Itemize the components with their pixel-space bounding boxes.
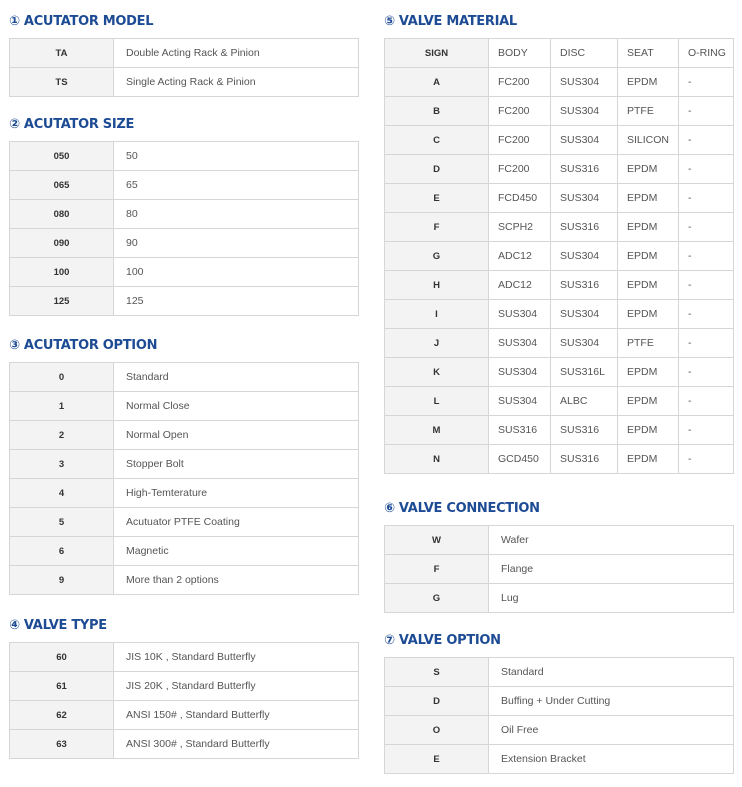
row-seat: EPDM [618, 213, 679, 242]
row-disc: SUS304 [551, 68, 618, 97]
header-sign: SIGN [385, 39, 489, 68]
row-sign: J [385, 329, 489, 358]
row-code: 6 [10, 537, 114, 566]
table-row [10, 68, 359, 97]
table-row [10, 258, 359, 287]
header-o-ring: O-RING [679, 39, 734, 68]
row-seat: EPDM [618, 387, 679, 416]
row-description: JIS 10K , Standard Butterfly [114, 643, 359, 672]
table-row [385, 213, 734, 242]
row-sign: L [385, 387, 489, 416]
row-description: 50 [114, 142, 359, 171]
table-row [10, 421, 359, 450]
valve-connection-section [384, 496, 734, 613]
row-disc: SUS304 [551, 184, 618, 213]
actuator-size-section [9, 112, 359, 316]
header-disc: DISC [551, 39, 618, 68]
row-description: Stopper Bolt [114, 450, 359, 479]
row-code: F [385, 555, 489, 584]
row-o-ring: - [679, 184, 734, 213]
section-title: ④ VALVE TYPE [9, 617, 107, 633]
row-description: More than 2 options [114, 566, 359, 595]
table-row [10, 363, 359, 392]
row-o-ring: - [679, 155, 734, 184]
table-row [385, 155, 734, 184]
row-disc: SUS304 [551, 97, 618, 126]
row-seat: EPDM [618, 300, 679, 329]
row-o-ring: - [679, 445, 734, 474]
row-description: 90 [114, 229, 359, 258]
table-row [385, 387, 734, 416]
table-row [385, 416, 734, 445]
row-description: Flange [489, 555, 734, 584]
row-code: 080 [10, 200, 114, 229]
valve-connection-table [384, 525, 734, 613]
table-row [385, 745, 734, 774]
row-code: 9 [10, 566, 114, 595]
row-o-ring: - [679, 213, 734, 242]
table-row [10, 287, 359, 316]
table-row [10, 566, 359, 595]
row-code: 4 [10, 479, 114, 508]
table-row [10, 479, 359, 508]
row-sign: I [385, 300, 489, 329]
table-row [385, 555, 734, 584]
row-o-ring: - [679, 416, 734, 445]
table-row [10, 171, 359, 200]
table-row [10, 701, 359, 730]
row-description: Magnetic [114, 537, 359, 566]
row-disc: SUS316 [551, 155, 618, 184]
row-seat: EPDM [618, 445, 679, 474]
row-description: Oil Free [489, 716, 734, 745]
table-row [10, 142, 359, 171]
section-title: ⑦ VALVE OPTION [384, 632, 501, 648]
table-row [385, 68, 734, 97]
valve-option-table [384, 657, 734, 774]
row-description: 65 [114, 171, 359, 200]
row-body: SUS304 [489, 387, 551, 416]
row-seat: EPDM [618, 155, 679, 184]
table-row [10, 537, 359, 566]
row-code: W [385, 526, 489, 555]
valve-material-table [384, 38, 734, 474]
table-row [385, 658, 734, 687]
table-row [10, 508, 359, 537]
row-disc: SUS316 [551, 445, 618, 474]
row-code: 065 [10, 171, 114, 200]
row-code: G [385, 584, 489, 613]
row-sign: N [385, 445, 489, 474]
table-row [10, 200, 359, 229]
row-description: Normal Close [114, 392, 359, 421]
table-row [385, 97, 734, 126]
row-description: Buffing + Under Cutting [489, 687, 734, 716]
row-seat: EPDM [618, 242, 679, 271]
row-body: SUS316 [489, 416, 551, 445]
row-code: 090 [10, 229, 114, 258]
row-seat: EPDM [618, 416, 679, 445]
header-seat: SEAT [618, 39, 679, 68]
table-row [385, 329, 734, 358]
table-row [385, 716, 734, 745]
header-body: BODY [489, 39, 551, 68]
row-o-ring: - [679, 358, 734, 387]
row-code: 5 [10, 508, 114, 537]
row-description: Normal Open [114, 421, 359, 450]
row-body: ADC12 [489, 271, 551, 300]
valve-type-table [9, 642, 359, 759]
row-code: TS [10, 68, 114, 97]
row-description: Standard [489, 658, 734, 687]
row-body: SUS304 [489, 300, 551, 329]
row-disc: SUS304 [551, 126, 618, 155]
row-code: 60 [10, 643, 114, 672]
row-code: TA [10, 39, 114, 68]
row-o-ring: - [679, 68, 734, 97]
row-seat: EPDM [618, 68, 679, 97]
row-seat: PTFE [618, 97, 679, 126]
row-sign: B [385, 97, 489, 126]
table-row [385, 242, 734, 271]
row-code: E [385, 745, 489, 774]
row-o-ring: - [679, 271, 734, 300]
row-body: FC200 [489, 68, 551, 97]
row-o-ring: - [679, 242, 734, 271]
table-row [10, 450, 359, 479]
table-row [385, 271, 734, 300]
row-description: ANSI 300# , Standard Butterfly [114, 730, 359, 759]
row-code: 125 [10, 287, 114, 316]
row-body: SCPH2 [489, 213, 551, 242]
row-disc: SUS316L [551, 358, 618, 387]
actuator-model-table [9, 38, 359, 97]
row-code: S [385, 658, 489, 687]
row-code: 100 [10, 258, 114, 287]
row-sign: M [385, 416, 489, 445]
valve-option-section [384, 628, 734, 774]
row-description: Acutuator PTFE Coating [114, 508, 359, 537]
actuator-option-table [9, 362, 359, 595]
row-code: 0 [10, 363, 114, 392]
section-title: ③ ACUTATOR OPTION [9, 337, 158, 353]
row-o-ring: - [679, 126, 734, 155]
row-description: Standard [114, 363, 359, 392]
table-row [385, 358, 734, 387]
row-body: ADC12 [489, 242, 551, 271]
row-disc: SUS304 [551, 242, 618, 271]
valve-material-section [384, 9, 734, 474]
row-description: 125 [114, 287, 359, 316]
row-body: SUS304 [489, 329, 551, 358]
row-disc: SUS304 [551, 329, 618, 358]
section-title: ② ACUTATOR SIZE [9, 116, 135, 132]
row-code: 62 [10, 701, 114, 730]
table-row [385, 584, 734, 613]
valve-type-section [9, 613, 359, 759]
row-o-ring: - [679, 300, 734, 329]
row-code: D [385, 687, 489, 716]
row-sign: D [385, 155, 489, 184]
row-o-ring: - [679, 97, 734, 126]
section-title: ⑥ VALVE CONNECTION [384, 500, 540, 516]
table-header-row [385, 39, 734, 68]
row-sign: F [385, 213, 489, 242]
row-seat: SILICON [618, 126, 679, 155]
row-disc: ALBC [551, 387, 618, 416]
table-row [385, 445, 734, 474]
row-seat: PTFE [618, 329, 679, 358]
actuator-model-section [9, 9, 359, 97]
table-row [10, 730, 359, 759]
row-description: 80 [114, 200, 359, 229]
row-body: SUS304 [489, 358, 551, 387]
section-title: ① ACUTATOR MODEL [9, 13, 154, 29]
row-body: GCD450 [489, 445, 551, 474]
row-seat: EPDM [618, 184, 679, 213]
table-row [385, 300, 734, 329]
row-seat: EPDM [618, 271, 679, 300]
row-description: ANSI 150# , Standard Butterfly [114, 701, 359, 730]
row-o-ring: - [679, 387, 734, 416]
row-sign: C [385, 126, 489, 155]
row-description: 100 [114, 258, 359, 287]
table-row [10, 229, 359, 258]
table-row [10, 643, 359, 672]
table-row [10, 39, 359, 68]
row-disc: SUS304 [551, 300, 618, 329]
row-code: 050 [10, 142, 114, 171]
row-body: FC200 [489, 126, 551, 155]
row-body: FC200 [489, 97, 551, 126]
table-row [385, 526, 734, 555]
row-sign: H [385, 271, 489, 300]
table-row [385, 687, 734, 716]
row-seat: EPDM [618, 358, 679, 387]
actuator-option-section [9, 333, 359, 595]
row-description: Extension Bracket [489, 745, 734, 774]
actuator-size-table [9, 141, 359, 316]
row-o-ring: - [679, 329, 734, 358]
row-sign: K [385, 358, 489, 387]
row-disc: SUS316 [551, 416, 618, 445]
row-code: O [385, 716, 489, 745]
row-code: 63 [10, 730, 114, 759]
row-description: Wafer [489, 526, 734, 555]
table-row [385, 184, 734, 213]
row-disc: SUS316 [551, 213, 618, 242]
row-description: JIS 20K , Standard Butterfly [114, 672, 359, 701]
section-title: ⑤ VALVE MATERIAL [384, 13, 517, 29]
row-code: 3 [10, 450, 114, 479]
row-description: Lug [489, 584, 734, 613]
row-description: High-Temterature [114, 479, 359, 508]
row-sign: A [385, 68, 489, 97]
table-row [10, 392, 359, 421]
row-description: Double Acting Rack & Pinion [114, 39, 359, 68]
row-description: Single Acting Rack & Pinion [114, 68, 359, 97]
row-code: 61 [10, 672, 114, 701]
row-code: 1 [10, 392, 114, 421]
table-row [385, 126, 734, 155]
row-disc: SUS316 [551, 271, 618, 300]
row-sign: E [385, 184, 489, 213]
row-code: 2 [10, 421, 114, 450]
table-row [10, 672, 359, 701]
row-body: FC200 [489, 155, 551, 184]
row-body: FCD450 [489, 184, 551, 213]
row-sign: G [385, 242, 489, 271]
